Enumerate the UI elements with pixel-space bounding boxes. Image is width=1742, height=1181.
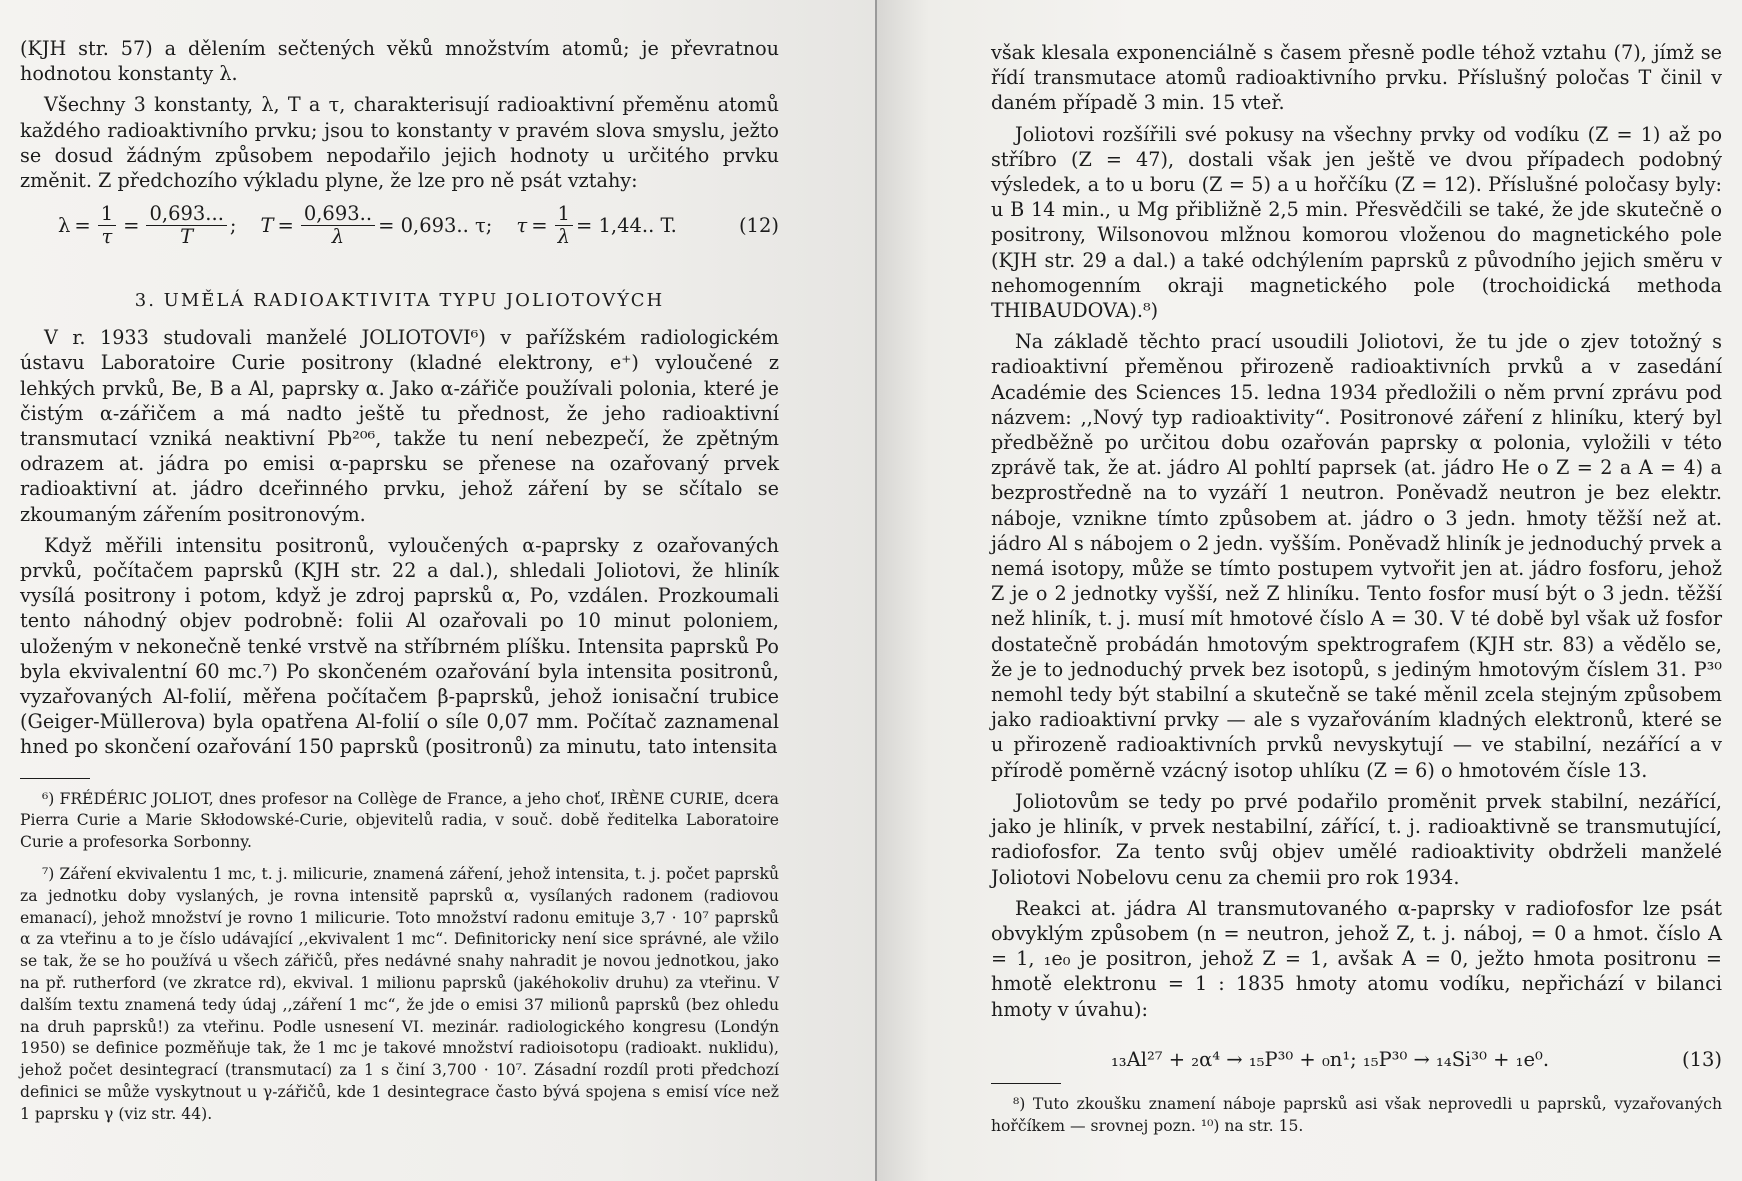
reaction-formula: ₁₃Al²⁷ + ₂α⁴ → ₁₅P³⁰ + ₀n¹; ₁₅P³⁰ → ₁₄Si³⁰ + ₁e⁰. [1110,1047,1550,1071]
footnote-7: ⁷) Záření ekvivalentu 1 mc, t. j. milicurie, znamená záření, jehož intensita, t. j. počet paprsků za jednotku doby vyslaných, je rovna intensitě paprsků α, vysílaných radonem (radiovou emanací), jehož množství je rovno 1 milicurie. Toto množství radonu emituje 3,7 · 10⁷ paprsků α za vteřinu a to je číslo udávající ,,ekvivalent 1 mc“. Definitoricky není sice správné, ale vžilo se tak, že se ho používá u všech zářičů, přes nedávné snahy nahradit je novou jednotkou, jako na př. rutherford (ve zkratce rd), ekvival. 1 milionu paprsků (jakéhokoliv druhu) za vteřinu. V dalším textu znamená tedy údaj ,,záření 1 mc“, že jde o emisi 37 milionů paprsků (bez ohledu na druh paprsků!) za vteřinu. Podle usnesení VI. mezinár. radiologického kongresu (Londýn 1950) se definice pozměňuje tak, že 1 mc je takové množství radioisotopu (radioakt. nuklidu), jehož počet desintegrací (transmutací) za 1 s činí 3,700 · 10⁷. Zásadní rozdíl proti předchozí definici se může vyskytnout u γ-zářičů, kde 1 desintegrace často bývá spojena s emisí více než 1 paprsku γ (viz str. 44). [20,865,779,1123]
eq-fraction-0693-over-T [146,203,226,248]
right-paragraph-3: Na základě těchto prací usoudili Joliotovi, že tu jde o zjev totožný s radioaktivní přeměnou přirozeně radioaktivních prvků a v zasedání Académie des Sciences 15. ledna 1934 předložili o něm první zprávu pod názvem: ,,Nový typ radioaktivity“. Positronové záření z hliníku, který byl předběžně po určitou dobu ozařován paprsky α polonia, vyložili v této zprávě tak, že at. jádro Al pohltí paprsek (at. jádro He o Z = 2 a A = 4) a bezprostředně na to vyzáří 1 neutron. Poněvadž neutron je bez elektr. náboje, vznikne tímto způsobem at. jádro o 3 jedn. hmoty těžší než at. jádro Al s nábojem o 2 jedn. vyšším. Poněvadž hliník je jednoduchý prvek a nemá isotopy, může se tímto postupem vytvořit jen at. jádro fosforu, jehož Z je o 2 jednotky vyšší, než Z hliníku. Tento fosfor musí být o 3 jedn. těžší než hliník, t. j. musí mít hmotové číslo A = 30. V té době byl však už fosfor dostatečně probádán hmotovým spektrografem (KJH str. 83) a vědělo se, že je to jednoduchý prvek bez isotopů, s jediným hmotovým číslem 31. P³⁰ nemohl tedy být stabilní a skutečně se také měnil zcela stejným způsobem jako radioaktivní prvky — ale s vyzařováním kladných elektronů, které se u přirozeně radioaktivních prvků nevyskytují — ve stabilní, nezářící a v přírodě poměrně vzácný isotop uhlíku (Z = 6) o hmotovém čísle 13. [990,330,1722,782]
equation-number-13: (13) [1681,1047,1722,1071]
eq-rhs-3: = 1,44.. T. [575,214,677,238]
eq-lambda: λ [58,214,71,238]
right-page [877,0,1742,1181]
eq-tau: τ [516,214,528,238]
eq-T: T [260,214,274,238]
eq-numerator: 1 [555,203,573,226]
eq-denominator: T [180,225,194,249]
right-paragraph-5: Reakci at. jádra Al transmutovaného α-paprsky v radiofosfor lze psát obvyklým způsobem (n = neutron, jehož Z, t. j. náboj, = 0 a hmot. číslo A = 1, ₁e₀ je positron, jehož Z = 1, avšak A = 0, ježto hmota positronu = hmotě elektronu = 1 : 1835 hmoty atomu vodíku, nepřichází v bilanci hmoty v úvahu): [990,896,1722,1021]
eq-numerator: 0,693... [146,203,226,226]
eq-equals-2: = [123,214,140,238]
eq-denominator: τ [101,225,113,249]
equation-12 [20,203,779,248]
eq-fraction-0693-over-lambda [301,203,375,248]
eq-semicolon: ; [229,214,237,238]
eq-equals-3: = [277,214,294,238]
equation-number-12: (12) [738,214,779,238]
eq-rhs-2: = 0,693.. τ; [378,214,493,238]
right-paragraph-1: však klesala exponenciálně s časem přesně podle téhož vztahu (7), jímž se řídí transmutace atomů radioaktivního prvku. Příslušný poločas T činil v daném případě 3 min. 15 vteř. [990,41,1722,115]
eq-denominator: λ [331,225,345,249]
eq-numerator: 1 [98,203,116,226]
left-paragraph-2: Všechny 3 konstanty, λ, T a τ, charakterisují radioaktivní přeměnu atomů každého radioaktivního prvku; jsou to konstanty v pravém slova smyslu, ježto se dosud žádným způsobem nepodařilo jejich hodnoty u určitého prvku změnit. Z předchozího výkladu plyne, že lze pro ně psát vztahy: [20,93,779,193]
section-title: 3. UMĚLÁ RADIOAKTIVITA TYPU JOLIOTOVÝCH [134,290,665,312]
right-paragraph-4: Joliotovům se tedy po prvé podařilo proměnit prvek stabilní, nezářící, jako je hliník, v prvek nestabilní, zářící, t. j. radioaktivně se transmutující, radiofosfor. Za tento svůj objev umělé radioaktivity obdrželi manželé Joliotovi Nobelovu cenu za chemii pro rok 1934. [990,789,1722,889]
footnote-8: ⁸) Tuto zkoušku znamení náboje paprsků asi však neprovedli u paprsků, vyzařovaných hořčíkem — srovnej pozn. ¹⁰) na str. 15. [990,1094,1722,1135]
eq-fraction-1-over-tau [98,203,116,248]
footnote-rule [991,1083,1061,1084]
left-paragraph-3: V r. 1933 studovali manželé JOLIOTOVI⁶) v pařížském radiologickém ústavu Laboratoire Curie positrony (kladné elektrony, e⁺) vyloučené z lehkých prvků, Be, B a Al, paprsky α. Jako α-zářiče používali polonia, které je čistým α-zářičem a má nadto ještě tu přednost, že jeho radioaktivní transmutací vzniká neaktivní Pb²⁰⁶, takže tu není nebezpečí, že zpětným odrazem at. jádra po emisi α-paprsku se přenese na ozařovaný prvek radioaktivní at. jádro dceřinného prvku, jehož záření by se sčítalo se zkoumaným zářením positronovým. [20,326,779,526]
eq-numerator: 0,693.. [301,203,375,226]
right-paragraph-2: Joliotovi rozšířili své pokusy na všechny prvky od vodíku (Z = 1) až po stříbro (Z = 47), dostali však jen ještě ve dvou případech podobný výsledek, a to u boru (Z = 5) a u hořčíku (Z = 12). Příslušné poločasy byly: u B 14 min., u Mg přibližně 2,5 min. Přesvědčili se také, že jde skutečně o positrony, Wilsonovou mlžnou komorou vloženou do magnetického pole (KJH str. 29 a dal.) a také odchýlením paprsků z původního jejich směru v nehomogenním okraji magnetického pole (trochoidická methoda THIBAUDOVA).⁸) [990,122,1722,323]
left-paragraph-4: Když měřili intensitu positronů, vyloučených α-paprsky z ozařovaných prvků, počítačem paprsků (KJH str. 22 a dal.), shledali Joliotovi, že hliník vysílá positrony i potom, když je zdroj paprsků α, Po, vzdálen. Prozkoumali tento náhodný objev podrobně: folii Al ozařovali po 10 minut poloniem, uloženým v nekonečně tenké vrstvě na stříbrném plíšku. Intensita paprsků Po byla ekvivalentní 60 mc.⁷) Po skončeném ozařování byla intensita positronů, vyzařovaných Al-folií, měřena počítačem β-paprsků, jehož ionisační trubice (Geiger-Müllerova) byla opatřena Al-folií o síle 0,07 mm. Počítač zaznamenal hned po skončení ozařování 150 paprsků (positronů) za minutu, tato intensita [20,533,779,759]
footnote-rule [20,778,90,779]
eq-equals-4: = [531,214,548,238]
reaction-equation-13 [991,1048,1722,1071]
footnote-6: ⁶) FRÉDÉRIC JOLIOT, dnes profesor na Collège de France, a jeho choť, IRÈNE CURIE, dcera Pierra Curie a Marie Skłodowské-Curie, objevitelů radia, v souč. době ředitelka Laboratoire Curie a profesorka Sorbonny. [20,789,779,852]
eq-denominator: λ [557,225,570,249]
left-paragraph-1: (KJH str. 57) a dělením sečtených věků množstvím atomů; je převratnou hodnotou konstanty λ. [20,37,779,86]
eq-fraction-1-over-lambda [555,203,573,248]
eq-equals-1: = [74,214,91,238]
